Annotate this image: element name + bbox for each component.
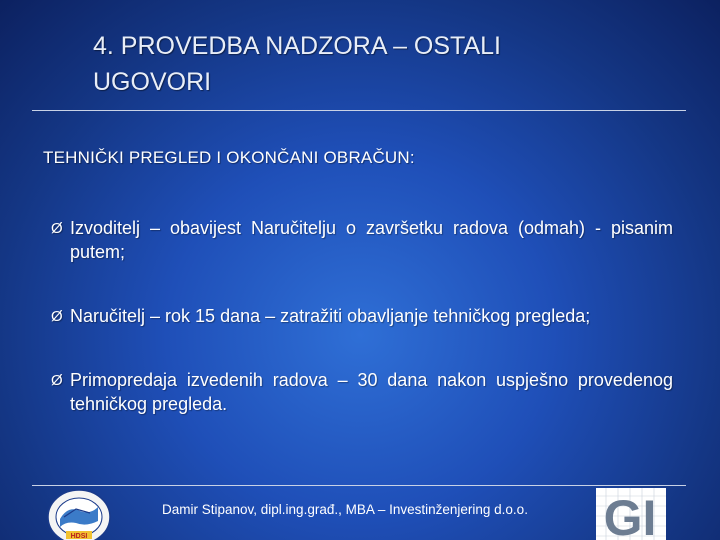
- bullet-text: Primopredaja izvedenih radova – 30 dana nakon uspješno provedenog tehničkog pregleda.: [70, 370, 673, 414]
- slide-title: [93, 28, 653, 100]
- association-logo: [46, 487, 112, 540]
- slide-title-line-1: 4. PROVEDBA NADZORA – OSTALI: [93, 32, 501, 60]
- svg-text:HDSI: HDSI: [70, 533, 88, 540]
- bullet-item: [51, 304, 673, 328]
- arrow-bullet-icon: Ø: [51, 220, 63, 237]
- slide-title-line-2: UGOVORI: [93, 68, 212, 96]
- footer-author: Damir Stipanov, dipl.ing.građ., MBA – Investinženjering d.o.o.: [162, 502, 528, 517]
- company-logo: [596, 488, 666, 540]
- section-subtitle: TEHNIČKI PREGLED I OKONČANI OBRAČUN:: [43, 148, 415, 167]
- bullet-item: [51, 368, 673, 416]
- arrow-bullet-icon: Ø: [51, 372, 63, 389]
- top-divider: [32, 110, 686, 111]
- arrow-bullet-icon: Ø: [51, 308, 63, 325]
- bullet-text: Izvoditelj – obavijest Naručitelju o završetku radova (odmah) - pisanim putem;: [70, 218, 673, 262]
- bullet-list: [51, 216, 673, 416]
- svg-text:GI: GI: [603, 490, 657, 540]
- bullet-text: Naručitelj – rok 15 dana – zatražiti obavljanje tehničkog pregleda;: [70, 306, 591, 326]
- bullet-item: [51, 216, 673, 264]
- bottom-divider: [32, 485, 686, 486]
